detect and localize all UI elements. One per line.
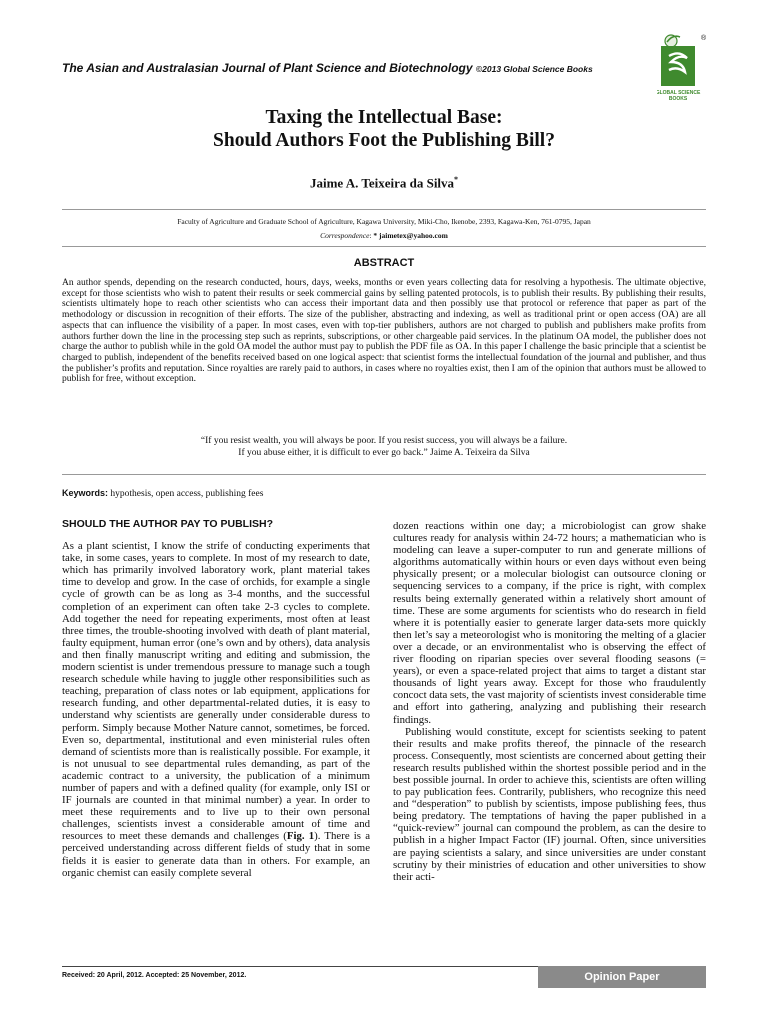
left-p1-a: As a plant scientist, I know the strife of conducting experiments that take, in some cases, years to complete. In most of my research to date, which has primarily involved laboratory work, plant material takes time to develop and grow. In the case of orchids, for example a single cycle of growth can be as long as 3-4 months, and the successful completion of an experiment can often take 2-3 cycles to complete. Add together the need for repeating experiments, most often at least three times, the trouble-shooting involved with death of plant material, faulty equipment, human error (one’s own and by others), data analysis and then finally manuscript writing and editing and submission, the modern scientist is under tremendous pressure to manage such a tough research schedule while having to juggle other responsibilities such as teaching, preparation of class notes or lab equipment, applications for research funding, and other departmental-related duties, it is easy to understand why scientists are generally under considerable duress to perform. Simply because Mother Nature cannot, sometimes, be forced. Even so, departmental, institutional and even ministerial rules often demand of scientists more than is realistically possible. For example, it is not unusual to see departmental rules demanding, as part of the academic contract to a university, the publication of a minimum number of papers and with a defined quality (for example, only ISI or IF journals are counted in that minimal number) a year. In order to meet these requirements and to live up to their own personal challenges, scientists invest a considerable amount of time and resources to meet these demands and challenges ( bbox=[62, 540, 370, 843]
registered-mark: ® bbox=[701, 35, 707, 42]
affiliation: Faculty of Agriculture and Graduate School of Agriculture, Kagawa University, Miki-Cho, Ikenobe, 2393, Kagawa-Ken, 761-0795, Japan bbox=[177, 217, 591, 226]
right-paragraph-1: dozen reactions within one day; a microbiologist can grow shake cultures ready for analysis within 24-72 hours; a mathematician who is modeling can leave a super-computer to run and generate millions of algorithms automatically within hours or even days without even being physically present; or a molecular biologist can outsource cloning or sequencing services to a company, if the price is right, with complex results being externally generated within a relatively short amount of time. These are some arguments for scientists who do research in field where it is potentially easier to generate larger data-sets more quickly then let’s say a meteorologist who is monitoring the melting of a glacier over a decade, or an environmentalist who is observing the effect of river flooding on riparian species over several flooding seasons (= years), or even a space-related project that aims to target a distant star thousands of light years away. Except for those who fraudulently concoct data sets, the vast majority of scientists invest considerable time and effort into gathering, analyzing and publishing their research findings. bbox=[393, 520, 706, 726]
copyright-notice: ©2013 Global Science Books bbox=[475, 64, 593, 74]
journal-name: The Asian and Australasian Journal of Plant Science and Biotechnology bbox=[62, 61, 473, 75]
title-line-1: Taxing the Intellectual Base: bbox=[265, 107, 503, 128]
divider-abstract bbox=[62, 474, 706, 475]
right-paragraph-2: Publishing would constitute, except for scientists seeking to patent their results and make profits thereof, the pinnacle of the research process. Consequently, most scientists are concerned about getting their research results published within the shortest possible period and in the best possible journal. In order to achieve this, scientists are often willing to pay publication fees. Contrarily, publishers, who recognize this need and “desperation” to publish by scientists, impose publishing fees, thus being predatory. The temptations of having the paper published in a “quick-review” journal can compound the problem, as can the desire to publish in a higher Impact Factor (IF) journal. Often, since universities are paying scientists a salary, and since universities are under constant scrutiny by their ministries of education and other universities to show their acti- bbox=[393, 725, 706, 883]
correspondence-sep: : bbox=[369, 231, 374, 240]
author-name: Jaime A. Teixeira da Silva bbox=[309, 175, 455, 191]
epigraph-quote bbox=[62, 436, 706, 459]
correspondence-email: * jaimetex@yahoo.com bbox=[373, 231, 448, 240]
keywords bbox=[62, 488, 706, 499]
journal-header bbox=[62, 61, 622, 75]
global-science-books-logo bbox=[657, 32, 707, 110]
body-paragraph bbox=[62, 540, 370, 879]
quote-line-2: If you abuse either, it is difficult to ever go back.” Jaime A. Teixeira da Silva bbox=[238, 447, 530, 458]
author-line bbox=[0, 175, 768, 191]
figure-reference[interactable]: Fig. 1 bbox=[286, 830, 315, 843]
section-heading: SHOULD THE AUTHOR PAY TO PUBLISH? bbox=[62, 518, 273, 530]
logo-text-line1: GLOBAL SCIENCE bbox=[657, 90, 701, 96]
keywords-label: Keywords: bbox=[62, 488, 109, 498]
correspondence-label: Correspondence bbox=[320, 231, 370, 240]
left-p1-b: ). There is a perceived understanding across different fields of study that in some fields it is easier to generate data than in others. For example, an organic chemist can easily complete several bbox=[62, 830, 370, 879]
keywords-text: hypothesis, open access, publishing fees bbox=[108, 489, 264, 499]
author-marker: * bbox=[454, 175, 459, 184]
divider-top bbox=[62, 209, 706, 210]
abstract-text: An author spends, depending on the research conducted, hours, days, weeks, months or even years collecting data for resolving a hypothesis. The ultimate objective, except for those scientists who wish to patent their results or seek commercial gains by selling patented protocols, is to publish their results. By publishing their results, scientists ultimately hope to reach other scientists who can access their important data and then possibly use that protocol or reference that paper as part of the methodology or discussion in recognition of their efforts. The size of the publisher, abstracting and indexing, as well as traditional print or open access (OA) are all aspects that can influence the visibility of a paper. In most cases, even with top-tier publishers, authors are not charged to publish and publishers make profits from authors further down the line in the processing step such as reprints, subscriptions, or other chargeable paid services. In the platinum OA model, the publisher does not charge the author to publish while in the gold OA model the author must pay to publish the PDF file as OA. In this paper I challenge the basic principle that a scientist be charged to publish, independent of the benefits received based on one logical aspect: that scientist forms the intellectual foundation of the journal and publisher, and thus the publisher’s profits and reputation. Since royalties are rarely paid to authors, in cases where no royalties exist, then I am of the opinion that authors must be allowed to publish for free, without exception. bbox=[62, 278, 706, 385]
logo-emblem-icon bbox=[657, 32, 707, 110]
logo-text-line2: BOOKS bbox=[668, 96, 688, 102]
title-line-2: Should Authors Foot the Publishing Bill? bbox=[213, 130, 555, 151]
body-column-right bbox=[393, 520, 706, 883]
paper-title bbox=[0, 106, 768, 152]
correspondence bbox=[0, 231, 768, 241]
body-column-left bbox=[62, 518, 370, 879]
divider-affiliation bbox=[62, 246, 706, 247]
abstract-heading: ABSTRACT bbox=[353, 257, 415, 269]
quote-line-1: “If you resist wealth, you will always be poor. If you resist success, you will always be a failure. bbox=[200, 436, 568, 446]
received-dates: Received: 20 April, 2012. Accepted: 25 November, 2012. bbox=[62, 972, 247, 979]
article-type-badge: Opinion Paper bbox=[538, 966, 706, 988]
